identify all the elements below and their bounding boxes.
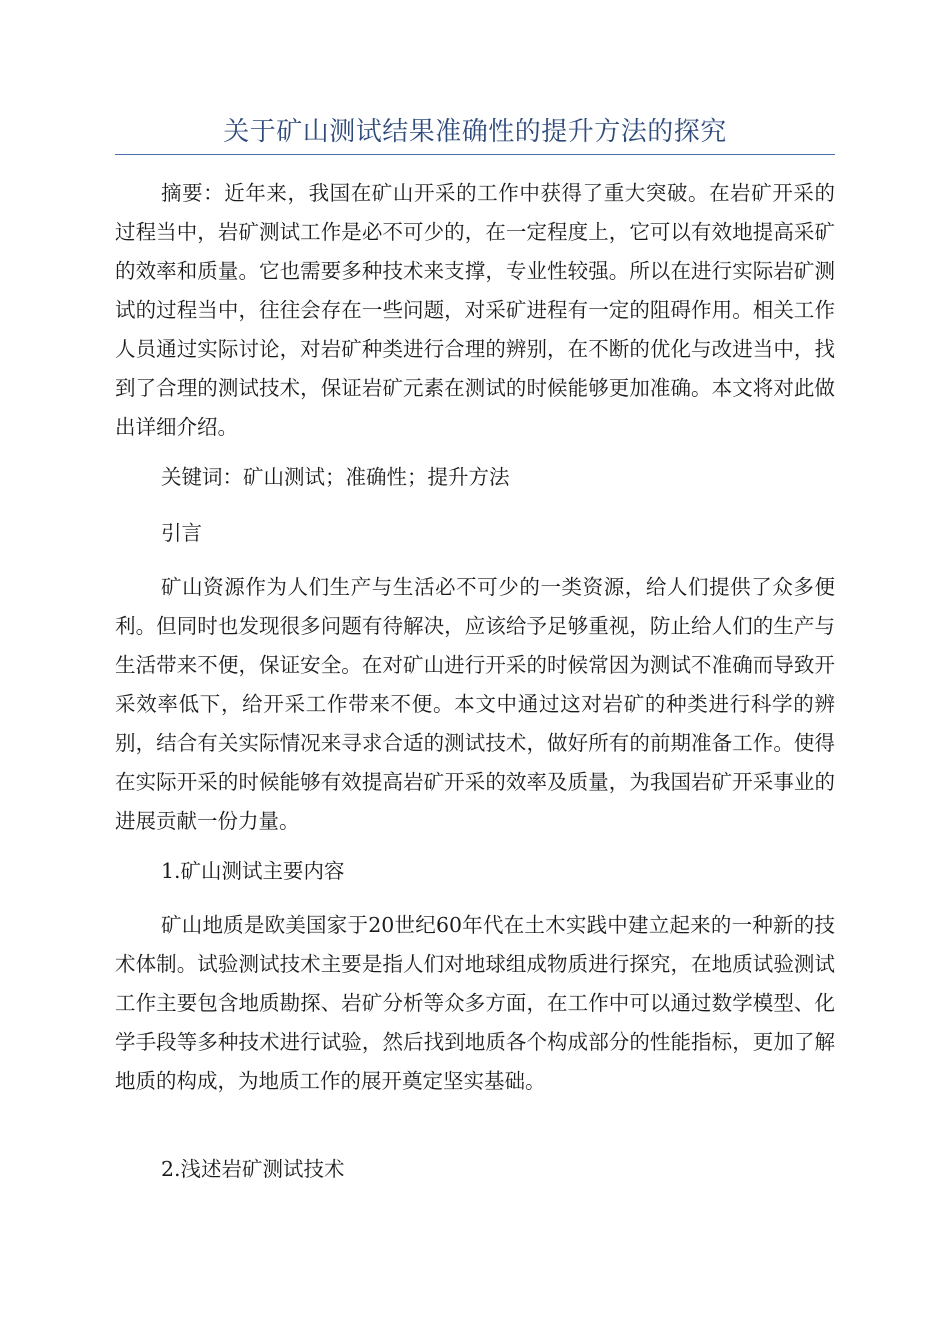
abstract-paragraph: 摘要：近年来，我国在矿山开采的工作中获得了重大突破。在岩矿开采的过程当中，岩矿测试工作是必不可少的，在一定程度上，它可以有效地提高采矿的效率和质量。它也需要多种技术来支撑，专业性较强。所以在进行实际岩矿测试的过程当中，往往会存在一些问题，对采矿进程有一定的阻碍作用。相关工作人员通过实际讨论，对岩矿种类进行合理的辨别，在不断的优化与改进当中，找到了合理的测试技术，保证岩矿元素在测试的时候能够更加准确。本文将对此做出详细介绍。 (115, 181, 835, 439)
section-2-heading: 2.浅述岩矿测试技术 (161, 1157, 345, 1181)
section-1-paragraph: 矿山地质是欧美国家于20世纪60年代在土木实践中建立起来的一种新的技术体制。试验测试技术主要是指人们对地球组成物质进行探究，在地质试验测试工作主要包含地质勘探、岩矿分析等众多方面，在工作中可以通过数学模型、化学手段等多种技术进行试验，然后找到地质各个构成部分的性能指标，更加了解地质的构成，为地质工作的展开奠定坚实基础。 (115, 913, 835, 1093)
title-underline (115, 154, 835, 155)
section-1-heading: 1.矿山测试主要内容 (161, 859, 345, 883)
keywords-line: 关键词：矿山测试；准确性；提升方法 (161, 465, 510, 489)
intro-heading: 引言 (161, 521, 202, 545)
document-title: 关于矿山测试结果准确性的提升方法的探究 (223, 117, 727, 147)
intro-paragraph: 矿山资源作为人们生产与生活必不可少的一类资源，给人们提供了众多便利。但同时也发现很多问题有待解决，应该给予足够重视，防止给人们的生产与生活带来不便，保证安全。在对矿山进行开采的时候常因为测试不准确而导致开采效率低下，给开采工作带来不便。本文中通过这对岩矿的种类进行科学的辨别，结合有关实际情况来寻求合适的测试技术，做好所有的前期准备工作。使得在实际开采的时候能够有效提高岩矿开采的效率及质量，为我国岩矿开采事业的进展贡献一份力量。 (115, 575, 835, 833)
